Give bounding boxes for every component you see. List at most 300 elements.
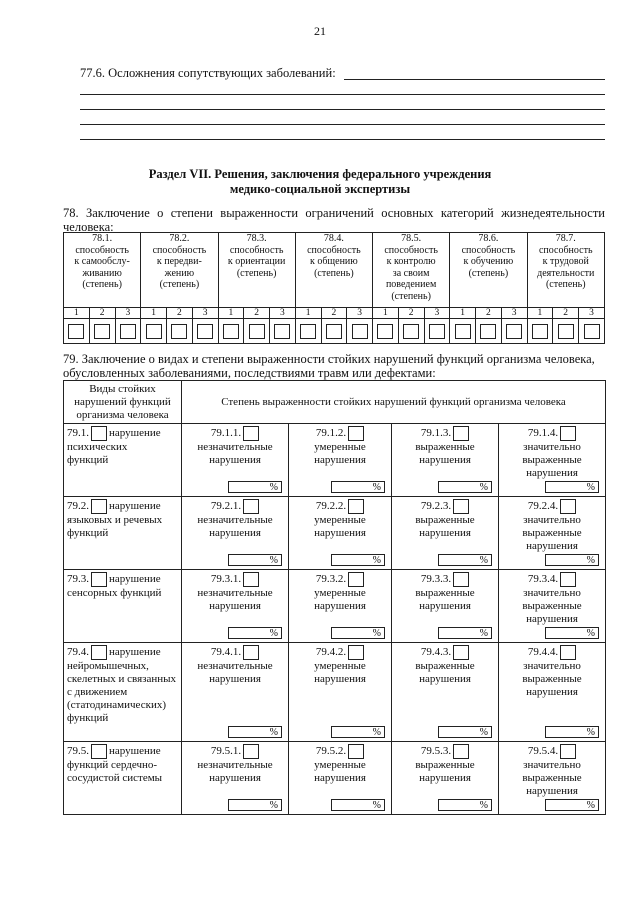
function-type-first-line — [67, 499, 179, 514]
function-type-first-line — [67, 572, 179, 587]
degree-checkbox[interactable] — [68, 324, 84, 339]
category-label: способность — [307, 244, 361, 256]
degree-checkbox[interactable] — [560, 499, 576, 514]
checkbox-cell — [501, 319, 527, 344]
degree-checkbox[interactable] — [403, 324, 419, 339]
degree-label: незначительные — [197, 441, 273, 453]
degree-checkbox[interactable] — [223, 324, 239, 339]
degree-number: 2 — [476, 308, 502, 319]
section-title — [0, 167, 640, 197]
degree-checkbox[interactable] — [348, 645, 364, 660]
degree-checkbox[interactable] — [243, 499, 259, 514]
checkbox-cell — [476, 319, 502, 344]
function-code: 79.3. — [67, 573, 89, 586]
answer-line[interactable] — [80, 94, 605, 95]
question-79-line2: обусловленных заболеваниями, последствиями травм или дефектами: — [63, 366, 436, 380]
category-label: к контролю — [386, 256, 436, 267]
category-label: способность — [461, 244, 516, 256]
percent-field[interactable]: % — [545, 554, 599, 566]
degree-code — [289, 570, 391, 587]
degree-cell — [289, 497, 392, 570]
function-label: функций — [67, 454, 109, 466]
category-label: способность — [75, 244, 129, 256]
degree-checkbox[interactable] — [171, 324, 187, 339]
category-label: за своим — [392, 267, 430, 279]
percent-field[interactable]: % — [228, 726, 282, 738]
degree-label: значительно — [523, 514, 581, 526]
degree-number: 1 — [141, 308, 167, 319]
function-label: сенсорных функций — [67, 587, 162, 599]
degree-checkbox[interactable] — [94, 324, 110, 339]
percent-field[interactable]: % — [331, 627, 385, 639]
function-code: 79.5. — [67, 745, 89, 758]
degree-code — [392, 742, 498, 759]
degree-label: умеренные — [314, 441, 366, 453]
degree-label: нарушения — [526, 467, 578, 479]
degree-checkbox[interactable] — [453, 572, 469, 587]
degree-code-text: 79.1.1. — [210, 427, 242, 440]
category-header-1 — [64, 233, 141, 308]
degree-cell — [182, 570, 289, 643]
degree-checkbox[interactable] — [453, 426, 469, 441]
degree-code — [182, 742, 288, 759]
degree-checkbox[interactable] — [532, 324, 548, 339]
function-type-cell — [64, 424, 182, 497]
category-code: 78.1. — [92, 233, 113, 244]
degree-number: 3 — [424, 308, 450, 319]
degree-code-text: 79.4.4. — [527, 646, 559, 659]
degree-checkbox[interactable] — [243, 744, 259, 759]
degree-label: незначительные — [197, 759, 273, 771]
degree-checkbox[interactable] — [506, 324, 522, 339]
function-label: языковых и речевых — [67, 514, 163, 526]
category-header-5 — [373, 233, 450, 308]
degree-label: выраженные — [415, 759, 475, 771]
degree-checkbox[interactable] — [560, 572, 576, 587]
degree-code-text: 79.5.1. — [210, 745, 242, 758]
degree-label: нарушения — [209, 600, 261, 612]
function-type-first-line — [67, 744, 179, 759]
category-label: деятельности — [537, 267, 595, 279]
degree-cell — [289, 424, 392, 497]
checkbox-cell — [218, 319, 244, 344]
category-label: к общению — [309, 256, 358, 267]
answer-line-77-6[interactable] — [344, 79, 605, 80]
degree-code-text: 79.3.1. — [210, 573, 242, 586]
function-word: нарушение — [109, 646, 161, 659]
degree-label: нарушения — [209, 527, 261, 539]
degree-label: незначительные — [197, 587, 273, 599]
category-label: (степень) — [468, 267, 509, 279]
degree-number: 2 — [321, 308, 347, 319]
degree-code — [392, 497, 498, 514]
category-code: 78.4. — [323, 233, 344, 244]
degree-number: 1 — [218, 308, 244, 319]
checkbox-cell — [398, 319, 424, 344]
degree-code-text: 79.4.3. — [420, 646, 452, 659]
table-78-checkbox-row — [64, 319, 605, 344]
percent-field[interactable]: % — [331, 554, 385, 566]
degree-number: 2 — [244, 308, 270, 319]
degree-checkbox[interactable] — [348, 499, 364, 514]
percent-field[interactable]: % — [331, 481, 385, 493]
function-label: функций — [67, 527, 109, 539]
degree-code — [499, 643, 605, 660]
degree-label: значительно — [523, 660, 581, 672]
degree-checkbox[interactable] — [300, 324, 316, 339]
degree-code-text: 79.5.3. — [420, 745, 452, 758]
function-type-cell — [64, 643, 182, 742]
category-code: 78.7. — [555, 233, 576, 244]
degree-cell — [392, 497, 499, 570]
degree-code — [289, 643, 391, 660]
checkbox-cell — [64, 319, 90, 344]
table-79-col2-header: Степень выраженности стойких нарушений функций организма человека — [182, 381, 606, 424]
function-label: скелетных и связанных — [67, 673, 177, 685]
degree-checkbox[interactable] — [584, 324, 600, 339]
checkbox-cell — [141, 319, 167, 344]
degree-cell — [392, 742, 499, 815]
category-label: (степень) — [159, 279, 200, 290]
percent-field[interactable]: % — [228, 481, 282, 493]
degree-checkbox[interactable] — [453, 645, 469, 660]
degree-code-text: 79.3.3. — [420, 573, 452, 586]
degree-checkbox[interactable] — [352, 324, 368, 339]
degree-label: нарушения — [526, 613, 578, 625]
degree-cell — [182, 424, 289, 497]
category-header-6 — [450, 233, 527, 308]
degree-checkbox[interactable] — [249, 324, 265, 339]
percent-field[interactable]: % — [331, 799, 385, 811]
function-label: психических — [67, 441, 128, 453]
degree-cell — [392, 643, 499, 742]
function-checkbox[interactable] — [91, 572, 107, 587]
category-header-3 — [218, 233, 295, 308]
degree-label: нарушения — [209, 454, 261, 466]
percent-field[interactable]: % — [438, 726, 492, 738]
checkbox-cell — [270, 319, 296, 344]
degree-label: нарушения — [526, 785, 578, 797]
degree-number: 3 — [270, 308, 296, 319]
percent-field[interactable]: % — [438, 627, 492, 639]
category-label: к ориентации — [227, 256, 286, 267]
category-code: 78.2. — [169, 233, 190, 244]
degree-checkbox[interactable] — [348, 426, 364, 441]
function-checkbox[interactable] — [91, 499, 107, 514]
question-78-text: 78. Заключение о степени выраженности ограничений основных категорий жизнедеятельности человека: — [63, 206, 605, 234]
degree-checkbox[interactable] — [348, 572, 364, 587]
answer-line[interactable] — [80, 109, 605, 110]
degree-cell — [182, 742, 289, 815]
category-label: способность — [229, 244, 284, 256]
degree-number: 1 — [64, 308, 90, 319]
answer-line[interactable] — [80, 139, 605, 140]
degree-checkbox[interactable] — [326, 324, 342, 339]
degree-code — [392, 643, 498, 660]
degree-label: выраженные — [415, 441, 475, 453]
degree-checkbox[interactable] — [243, 645, 259, 660]
degree-code-text: 79.2.4. — [527, 500, 559, 513]
degree-label: нарушения — [314, 454, 366, 466]
category-label: к трудовой — [542, 256, 589, 267]
degree-label: выраженные — [522, 772, 582, 784]
degree-number: 1 — [295, 308, 321, 319]
degree-code-text: 79.1.2. — [315, 427, 347, 440]
degree-code-text: 79.1.3. — [420, 427, 452, 440]
degree-cell — [499, 424, 606, 497]
degree-cell — [499, 570, 606, 643]
function-checkbox[interactable] — [91, 744, 107, 759]
degree-number: 3 — [347, 308, 373, 319]
degree-checkbox[interactable] — [453, 499, 469, 514]
question-79-line1: 79. Заключение о видах и степени выраженности стойких нарушений функций организма человека, — [63, 352, 595, 366]
category-label: способность — [384, 244, 438, 256]
degree-cell — [182, 643, 289, 742]
degree-label: выраженные — [522, 600, 582, 612]
degree-label: выраженные — [522, 454, 582, 466]
degree-checkbox[interactable] — [560, 744, 576, 759]
section-title-line1: Раздел VII. Решения, заключения федерального учреждения — [148, 167, 492, 181]
function-label: сосудистой системы — [67, 772, 163, 784]
degree-cell — [392, 424, 499, 497]
degree-number: 1 — [373, 308, 399, 319]
category-label: поведением — [385, 279, 437, 290]
function-type-first-line — [67, 645, 179, 660]
category-header-2 — [141, 233, 218, 308]
function-word: нарушение — [109, 745, 161, 758]
function-code: 79.1. — [67, 427, 89, 440]
checkbox-cell — [321, 319, 347, 344]
degree-code — [289, 497, 391, 514]
checkbox-cell — [450, 319, 476, 344]
table-78-header-row — [64, 233, 605, 308]
degree-checkbox[interactable] — [453, 744, 469, 759]
degree-label: нарушения — [314, 772, 366, 784]
degree-code-text: 79.5.4. — [527, 745, 559, 758]
degree-label: незначительные — [197, 514, 273, 526]
degree-label: умеренные — [314, 759, 366, 771]
function-label: функций сердечно- — [67, 759, 158, 771]
degree-label: выраженные — [415, 587, 475, 599]
table-79-row — [64, 570, 606, 643]
degree-label: выраженные — [415, 514, 475, 526]
degree-code-text: 79.2.3. — [420, 500, 452, 513]
function-type-first-line — [67, 426, 179, 441]
table-79-row — [64, 643, 606, 742]
degree-code-text: 79.3.2. — [315, 573, 347, 586]
checkbox-cell — [553, 319, 579, 344]
category-label: способность — [538, 244, 593, 256]
category-label: способность — [152, 244, 207, 256]
category-header-7 — [527, 233, 605, 308]
degree-cell — [499, 742, 606, 815]
degree-code-text: 79.5.2. — [315, 745, 347, 758]
function-checkbox[interactable] — [91, 645, 107, 660]
function-checkbox[interactable] — [91, 426, 107, 441]
degree-cell — [289, 742, 392, 815]
function-label: нейромышечных, — [67, 660, 149, 672]
checkbox-cell — [579, 319, 605, 344]
checkbox-cell — [192, 319, 218, 344]
degree-number: 2 — [553, 308, 579, 319]
degree-checkbox[interactable] — [243, 572, 259, 587]
degree-label: выраженные — [522, 527, 582, 539]
degree-label: выраженные — [415, 660, 475, 672]
degree-checkbox[interactable] — [558, 324, 574, 339]
degree-label: незначительные — [197, 660, 273, 672]
degree-checkbox[interactable] — [480, 324, 496, 339]
degree-code-text: 79.1.4. — [527, 427, 559, 440]
checkbox-cell — [89, 319, 115, 344]
degree-code — [289, 424, 391, 441]
degree-number: 1 — [450, 308, 476, 319]
function-type-cell — [64, 497, 182, 570]
checkbox-cell — [244, 319, 270, 344]
category-code: 78.3. — [246, 233, 267, 244]
category-label: (степень) — [391, 290, 431, 302]
degree-number: 3 — [115, 308, 141, 319]
degree-checkbox[interactable] — [560, 645, 576, 660]
percent-field[interactable]: % — [545, 627, 599, 639]
degree-checkbox[interactable] — [197, 324, 213, 339]
function-label: функций — [67, 712, 109, 724]
degree-label: нарушения — [209, 673, 261, 685]
category-label: к обучению — [463, 256, 514, 267]
degree-label: значительно — [523, 759, 581, 771]
degree-checkbox[interactable] — [377, 324, 393, 339]
category-label: к передви- — [156, 256, 202, 267]
table-79-row — [64, 742, 606, 815]
table-79-col1-header: Виды стойких нарушений функций организма человека — [64, 381, 182, 424]
percent-field[interactable]: % — [438, 481, 492, 493]
degree-cell — [182, 497, 289, 570]
table-79-row — [64, 497, 606, 570]
degree-label: нарушения — [419, 600, 471, 612]
degree-cell — [499, 497, 606, 570]
degree-label: нарушения — [526, 686, 578, 698]
percent-field[interactable]: % — [331, 726, 385, 738]
function-type-cell — [64, 570, 182, 643]
degree-cell — [392, 570, 499, 643]
percent-field[interactable]: % — [438, 554, 492, 566]
checkbox-cell — [373, 319, 399, 344]
degree-code — [499, 424, 605, 441]
table-79-header-row — [64, 381, 606, 424]
degree-checkbox[interactable] — [348, 744, 364, 759]
table-79 — [63, 380, 606, 815]
category-label: жению — [164, 267, 195, 279]
degree-code — [499, 742, 605, 759]
degree-code — [182, 643, 288, 660]
degree-code — [499, 497, 605, 514]
checkbox-cell — [424, 319, 450, 344]
checkbox-cell — [527, 319, 553, 344]
degree-label: умеренные — [314, 514, 366, 526]
degree-number: 2 — [398, 308, 424, 319]
degree-code-text: 79.2.2. — [315, 500, 347, 513]
checkbox-cell — [167, 319, 193, 344]
percent-field[interactable]: % — [228, 627, 282, 639]
degree-code — [182, 497, 288, 514]
percent-field[interactable]: % — [545, 726, 599, 738]
category-label: живанию — [82, 267, 122, 279]
degree-code — [182, 424, 288, 441]
degree-label: умеренные — [314, 660, 366, 672]
degree-label: нарушения — [419, 527, 471, 539]
degree-code-text: 79.4.1. — [210, 646, 242, 659]
page-number: 21 — [314, 24, 326, 38]
degree-checkbox[interactable] — [274, 324, 290, 339]
degree-cell — [499, 643, 606, 742]
category-label: (степень) — [82, 279, 122, 290]
degree-checkbox[interactable] — [455, 324, 471, 339]
degree-checkbox[interactable] — [243, 426, 259, 441]
section-title-line2: медико-социальной экспертизы — [229, 182, 411, 196]
degree-number: 3 — [192, 308, 218, 319]
degree-checkbox[interactable] — [146, 324, 162, 339]
answer-line[interactable] — [80, 124, 605, 125]
checkbox-cell — [295, 319, 321, 344]
percent-field[interactable]: % — [228, 554, 282, 566]
degree-label: нарушения — [419, 673, 471, 685]
degree-code-text: 79.3.4. — [527, 573, 559, 586]
degree-label: нарушения — [526, 540, 578, 552]
degree-code — [289, 742, 391, 759]
category-label: (степень) — [314, 267, 354, 279]
degree-label: значительно — [523, 441, 581, 453]
degree-number: 1 — [527, 308, 553, 319]
degree-label: значительно — [523, 587, 581, 599]
degree-code — [392, 424, 498, 441]
degree-code-text: 79.4.2. — [315, 646, 347, 659]
category-label: (степень) — [545, 279, 586, 290]
category-code: 78.6. — [478, 233, 499, 244]
function-word: нарушение — [109, 500, 161, 513]
category-header-4 — [295, 233, 372, 308]
percent-field[interactable]: % — [545, 799, 599, 811]
function-code: 79.4. — [67, 646, 89, 659]
degree-label: нарушения — [419, 454, 471, 466]
degree-checkbox[interactable] — [560, 426, 576, 441]
category-label: к самообслу- — [74, 256, 130, 267]
degree-code — [499, 570, 605, 587]
percent-field[interactable]: % — [545, 481, 599, 493]
degree-code — [392, 570, 498, 587]
percent-field[interactable]: % — [438, 799, 492, 811]
function-code: 79.2. — [67, 500, 89, 513]
question-79-text — [63, 352, 605, 380]
percent-field[interactable]: % — [228, 799, 282, 811]
table-78 — [63, 232, 605, 344]
question-77-6-label: 77.6. Осложнения сопутствующих заболеваний: — [80, 66, 336, 80]
degree-label: нарушения — [209, 772, 261, 784]
degree-checkbox[interactable] — [429, 324, 445, 339]
degree-label: нарушения — [314, 527, 366, 539]
degree-cell — [289, 643, 392, 742]
table-78-degree-row — [64, 308, 605, 319]
degree-label: нарушения — [314, 673, 366, 685]
degree-label: выраженные — [522, 673, 582, 685]
checkbox-cell — [347, 319, 373, 344]
function-label: с движением — [67, 686, 128, 698]
degree-label: умеренные — [314, 587, 366, 599]
degree-number: 2 — [167, 308, 193, 319]
degree-number: 3 — [501, 308, 527, 319]
degree-checkbox[interactable] — [120, 324, 136, 339]
degree-code — [182, 570, 288, 587]
category-code: 78.5. — [401, 233, 422, 244]
function-word: нарушение — [109, 427, 161, 440]
